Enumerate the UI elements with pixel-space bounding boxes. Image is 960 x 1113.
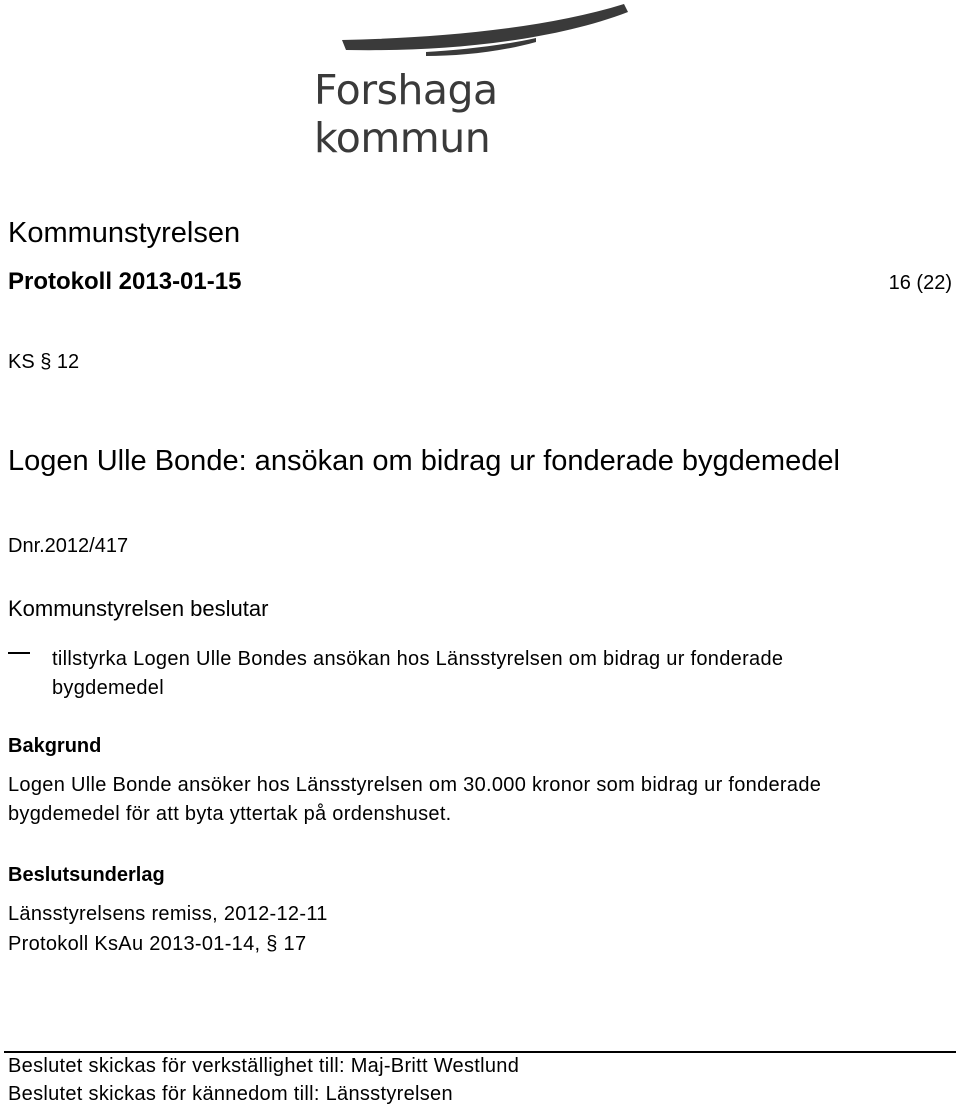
list-dash (8, 652, 30, 654)
municipality-logo (310, 0, 650, 162)
background-heading: Bakgrund (8, 735, 102, 757)
decision-item: tillstyrka Logen Ulle Bondes ansökan hos Länsstyrelsen om bidrag ur fonderade bygdemedel (52, 648, 784, 699)
decision-heading: Kommunstyrelsen beslutar (8, 596, 269, 621)
paragraph-number: KS § 12 (8, 351, 80, 373)
logo-wordmark: Forshaga kommun (314, 66, 498, 162)
item-title: Logen Ulle Bonde: ansökan om bidrag ur fonderade bygdemedel (8, 445, 840, 477)
diary-number: Dnr.2012/417 (8, 535, 129, 557)
organ-title: Kommunstyrelsen (8, 217, 241, 249)
logo-swoosh-icon (310, 0, 650, 70)
page-number: 16 (22) (888, 272, 952, 294)
execution-recipients: Beslutet skickas för verkställighet till: Maj-Britt Westlund (8, 1055, 520, 1077)
footer-divider (4, 1051, 956, 1053)
protocol-date: Protokoll 2013-01-15 (8, 268, 242, 295)
background-text: Logen Ulle Bonde ansöker hos Länsstyrelsen om 30.000 kronor som bidrag ur fonderade bygdemedel för att byta yttertak på ordenshuset. (8, 774, 822, 825)
information-recipients: Beslutet skickas för kännedom till: Länsstyrelsen (8, 1083, 453, 1105)
basis-item: Protokoll KsAu 2013-01-14, § 17 (8, 933, 307, 955)
basis-heading: Beslutsunderlag (8, 864, 165, 886)
basis-item: Länsstyrelsens remiss, 2012-12-11 (8, 903, 328, 925)
